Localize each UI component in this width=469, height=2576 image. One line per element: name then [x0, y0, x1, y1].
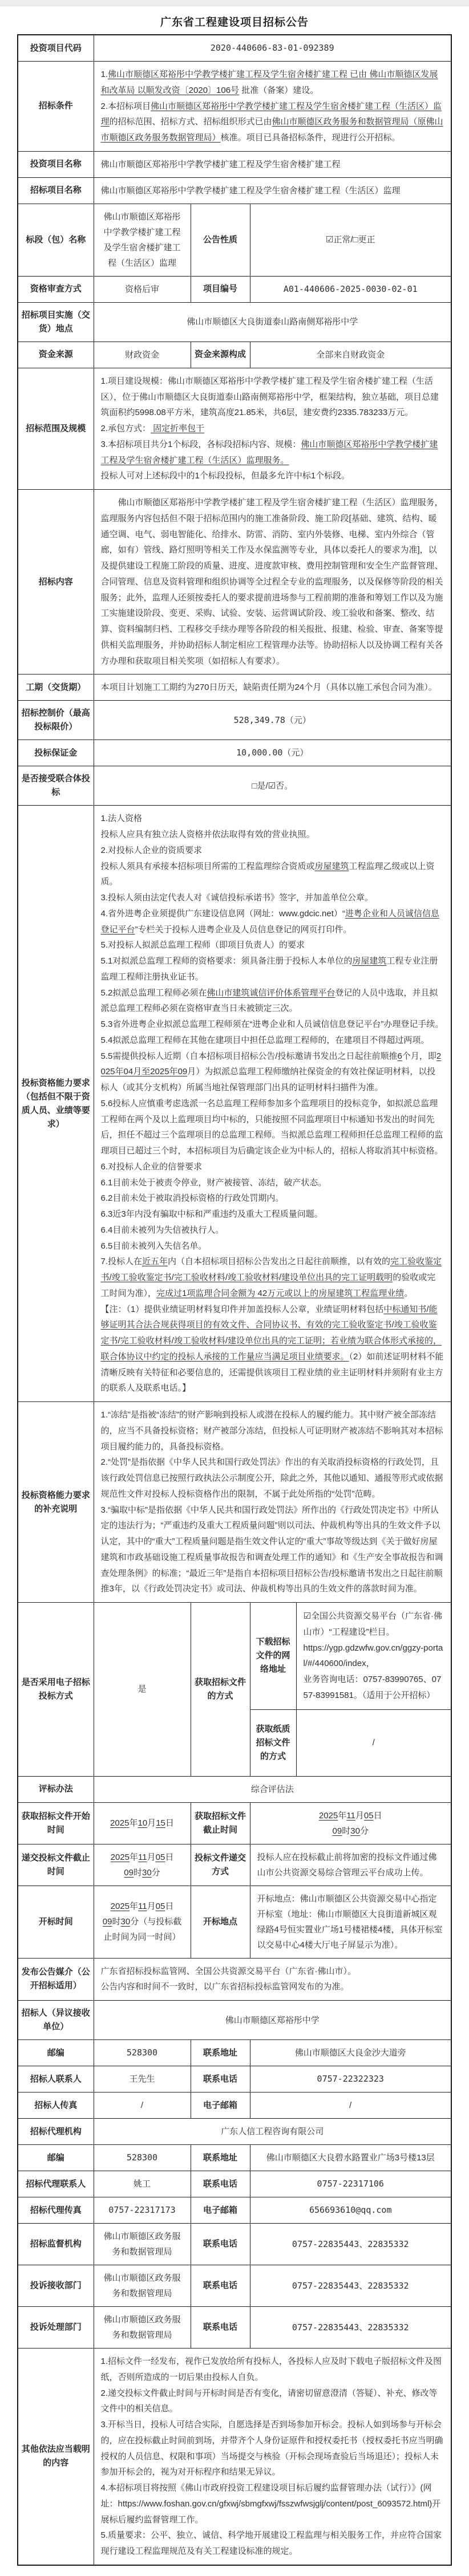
table-row [18, 2145, 451, 2171]
table-row [18, 342, 451, 368]
row-label: 资格审查方式 [18, 276, 94, 302]
table-row [18, 1402, 451, 1603]
table-row [18, 2119, 451, 2145]
row-label: 是否接受联合体投标 [18, 766, 94, 806]
paragraph: https://ygp.gdzwfw.gov.cn/ggzy-portal/#/440600/index， [303, 1643, 443, 1669]
paragraph: 佛山市顺德区郑裕彤中学教学楼扩建工程及学生宿舍楼扩建工程（生活区）监理服务，监理服务内容包括但不限于招标范围内的施工准备阶段、施工阶段[基础、建筑、结构、暖通空调、电气、弱电智能化、给排水、防雷、消防、室内外装修、电梯、室内外综合（管廊，如有）管线、路灯照明等相关工作及水保监测等专业，具体以委托人的要求为准]，以及提供建设工程施工阶段的质量、进度、进度款审核、费用控制管理和安全生产监督管理、合同管理、信息及资料管理和组织协调等全过程全专业的监理服务，以及保修等阶段的相关服务；此外，监理人还须按委托人的要求提前进场参与工程前期的准备和筹划工作以及为施工实施建设阶段、变更、采购、试验、安装、运营调试阶段、竣工验收和备案、整改、结算、资料编制归档、工程移交手续办理等各阶段的相关报批、报建、检验、审查、备案等提供相关监理服务，并协助招标人制定相应工程管理办法等。协助招标人以及协调工程有关各方办理和获取项目相关奖项（如招标人有要求）。 [100, 498, 443, 666]
row-value: 528300 [94, 2040, 191, 2066]
row-label: 发布公告媒介（公开招标适用） [18, 1958, 94, 2001]
announcement-table [17, 34, 452, 2566]
row-value: 佛山市顺德区郑裕彤中学教学楼扩建工程及学生宿舍楼扩建工程（生活区）监理 [94, 204, 191, 276]
row-label: 联系电话 [191, 2224, 250, 2265]
row-label: 招标人传真 [18, 2093, 94, 2119]
table-row [18, 1603, 451, 1710]
paragraph: 【注：（1）提供业绩证明材料复印件并加盖投标人公章，业绩证明材料包括中标通知书/能够证明其合法合规获得项目的有效文件、合同协议书、有效的完工验收鉴定书/竣工验收鉴定书/完工验收材料/竣工验收材料/建设单位出具的完工证明；若业绩为联合体形式承接的，联合体协议中约定的投标人承接的工作量应当满足项目业绩要求。（2）如前述证明材料不能清晰反映有关特征和必要信息的，还需提供该项目工程业绩的业主证明材料并须附有业主方的联系人及联系电话。】 [100, 1304, 444, 1393]
table-row [18, 151, 451, 177]
row-value: 0757-22317106 [250, 2171, 451, 2197]
paragraph: / [372, 1737, 375, 1748]
row-label: 邮编 [18, 2040, 94, 2066]
row-value: / [94, 2093, 191, 2119]
row-label: 获取招标文件的方式 [191, 1603, 250, 1777]
row-label: 评标办法 [18, 1776, 94, 1802]
table-row [18, 2197, 451, 2224]
paragraph: 5.3省外进粤企业拟派总监理工程师须在“进粤企业和人员诚信信息登记平台”办理登记手续。 [100, 1019, 444, 1029]
row-value: 2025年11月05日 09时30分 [94, 1844, 191, 1886]
row-value: 0757-22835443、22835332 [250, 2307, 451, 2349]
announcement-table-body [18, 35, 451, 2565]
paragraph: 2.承包方式： 固定折率包干 [100, 424, 205, 433]
paragraph: 1.项目建设规模：佛山市顺德区郑裕彤中学教学楼扩建工程及学生宿舍楼扩建工程（生活区），位于佛山市顺德区大良街道泰山路南侧郑裕彤中学，框架结构，独立基础，项目总建筑面积约5998.08平方米，建筑高度21.85米，共6层，建安费约2335.783233万元。 [100, 376, 439, 418]
row-label: 项目编号 [191, 276, 250, 302]
table-row [18, 490, 451, 675]
row-label: 电子邮箱 [191, 2197, 250, 2224]
row-value: A01-440606-2025-0030-02-01 [250, 276, 451, 302]
paragraph: 3.本招标项目共分1个标段，各标段招标内容、规模：佛山市顺德区郑裕彤中学教学楼扩建工程及学生宿舍楼扩建工程（生活区）监理服务。 [100, 439, 438, 465]
row-value [94, 2349, 451, 2565]
row-label: 资金来源 [18, 342, 94, 368]
paragraph: 5.5需提供投标人近期（自本招标项目招标公告/投标邀请书发出之日起往前顺推6个月，即2025年04月至2025年09月）为拟派总监理工程师缴纳社保资金的有效社保证明材料，以投标人（或其分支机构）所属当地社保管理部门出具的证明材料扫描件为准。 [100, 1051, 442, 1092]
paragraph: 6.1目前未处于被责令停业，财产被接管、冻结，破产状态。 [100, 1177, 327, 1188]
row-label: 电子邮箱 [191, 2093, 250, 2119]
row-value: □是/☑否。 [94, 766, 451, 806]
row-value: 2025年11月05日 09时30分 [250, 1802, 451, 1844]
row-label: 联系电话 [191, 2066, 250, 2093]
paragraph: 1.“冻结”是指被“冻结”的财产影响到投标人或潜在投标人的履约能力。其中财产被全部冻结的，应当不具备投标资格；财产被部分冻结，但投标人可证明财产被冻结不影响其对本招标项目履约能力的，具备投标资格。 [100, 1410, 443, 1452]
paragraph: 6.对投标人企业的信誉要求 [100, 1161, 203, 1172]
row-value: 0757-22835443、22835332 [250, 2224, 451, 2265]
row-label: 投资项目代码 [18, 35, 94, 62]
paragraph: 6.3近3年内没有骗取中标和严重违约及重大工程质量问题。 [100, 1209, 323, 1219]
row-label: 投诉处理部门 [18, 2307, 94, 2349]
row-value [94, 62, 451, 152]
row-label: 投标文件递交方式 [191, 1844, 250, 1886]
paragraph: 5.6投标人应慎重考虑选派一名总监理工程师参加多个监理项目的投标竞争，如拟派总监理工程师在两个及以上监理项目均中标的，只能按照不同监理项目中标通知书发出的时间先后，担任不超过三个监理项目的总监理工程师。当拟派总监理工程师担任总监理工程师的监理项目已超过三个时，本招标项目为后确定该企业为中标人的，招标人将取消其中标资格。 [100, 1098, 443, 1156]
row-label: 招标人联系人 [18, 2066, 94, 2093]
row-value [94, 1402, 451, 1603]
row-label: 开标地点 [191, 1886, 250, 1958]
row-value: 2025年11月05日 09时30分（与投标截止时间为同一时间） [94, 1886, 191, 1958]
row-value [94, 1958, 451, 2001]
row-subvalue [297, 1603, 451, 1709]
row-label: 投标资格能力要求的补充说明 [18, 1402, 94, 1603]
row-label: 联系地址 [191, 2145, 250, 2171]
row-value: 投标人应在投标截止前将加密的投标文件通过佛山市公共资源交易综合管理云平台成功上传。 [250, 1844, 451, 1886]
paragraph: 1.招标文件一经发布，视作已发放给所有投标人，各投标人应及时下载电子版招标文件及图纸，否则所造成的一切后果由投标人自负。 [100, 2356, 442, 2382]
paragraph: 3.“骗取中标”是指依据《中华人民共和国行政处罚法》所作出的《行政处罚决定书》中所认定的违法行为；“严重违约及重大工程质量问题”则以司法、仲裁机构等出具的生效文件予以认定，其中的“重大”工程质量问题是指生效文件认定的“重大”事故等级达到《关于做好房屋建筑和市政基础设施工程质量事故报告和调查处理工作的通知》和《生产安全事故报告和调查处理条例》的标准；“最近三年”是指自本招标项目招标公告/投标邀请书发出之日起往前顺推3年，以《行政处罚决定书》或司法、仲裁机构等出具的生效文件的落款时间为准。 [100, 1505, 443, 1594]
table-row [18, 2349, 451, 2565]
row-value: 资格后审 [94, 276, 191, 302]
row-label: 招标代理机构 [18, 2119, 94, 2145]
paragraph: 1.法人资格 [100, 814, 143, 824]
row-value [94, 490, 451, 675]
row-label: 其他依法应当载明的内容 [18, 2349, 94, 2565]
row-label: 联系电话 [191, 2307, 250, 2349]
table-row [18, 2066, 451, 2093]
table-row [18, 177, 451, 204]
row-value: 佛山市顺德区政务服务和数据管理局 [94, 2224, 191, 2265]
row-label: 联系地址 [191, 2040, 250, 2066]
row-label: 招标内容 [18, 490, 94, 675]
subcell-wrap [250, 1603, 451, 1709]
table-row [18, 766, 451, 806]
row-value: 佛山市顺德区郑裕彤中学教学楼扩建工程及学生宿舍楼扩建工程（生活区）监理 [94, 177, 451, 204]
paragraph: 业务咨询电话：0757-83990765、0757-83991581。（适用于公开招标） [303, 1675, 442, 1700]
row-value: 佛山市顺德区大良街道泰山路南侧郑裕彤中学 [94, 302, 451, 342]
paragraph: 2.对投标人企业的资质要求 [100, 845, 203, 855]
table-row [18, 806, 451, 1402]
row-label: 递交投标文件截止时间 [18, 1844, 94, 1886]
table-row [18, 675, 451, 701]
subcell-wrap [250, 1710, 451, 1776]
paragraph: 7.投标人在近五年内（自本招标项目招标公告发出之日起往前顺推，以有效的完工验收鉴定书/竣工验收鉴定书/完工验收材料/竣工验收材料/建设单位出具的完工证明载明的验收或完工时间为准），完成过1项监理合同金额为 42万元或以上的房屋建筑工程监理业绩。 [100, 1257, 442, 1298]
row-label: 联系电话 [191, 2265, 250, 2307]
row-value: 佛山市顺德区郑裕彤中学教学楼扩建工程及学生宿舍楼扩建工程 [94, 151, 451, 177]
row-value: 佛山市顺德区大良碧水路置业广场3号楼13层 [250, 2145, 451, 2171]
paragraph: 6.5目前未被列入失信名单。 [100, 1241, 207, 1251]
row-label: 招标控制价（最高投标限价） [18, 701, 94, 740]
table-row [18, 1844, 451, 1886]
paragraph: 5.1对拟派总监理工程师的资格要求：须具备注册于投标人本单位的房屋建筑工程专业注册监理工程师注册执业证书。 [100, 956, 438, 982]
paragraph: 2.递交投标文件截止时间与开标时间是否有变化，请密切留意澄清（答疑）、补充、修改等文件中的相关信息。 [100, 2388, 438, 2414]
row-label: 联系电话 [191, 2171, 250, 2197]
row-value: 10,000.00（元） [94, 740, 451, 766]
row-subcell [250, 1709, 451, 1776]
table-row [18, 35, 451, 62]
row-label: 获取招标文件截止时间 [191, 1802, 250, 1844]
paragraph: 5.对投标人拟派总监理工程师（即项目负责人）的要求 [100, 940, 305, 950]
row-value: 全部来自财政资金 [250, 342, 451, 368]
table-row [18, 2040, 451, 2066]
row-label: 招标代理传真 [18, 2197, 94, 2224]
row-value: 姚工 [94, 2171, 191, 2197]
table-row [18, 1776, 451, 1802]
paragraph: 5.4拟派总监理工程师在其他在建项目中担任总监理工程师的，在建项目不得超过两项。 [100, 1035, 430, 1045]
row-value: 528,349.78（元） [94, 701, 451, 740]
row-label: 工期（交货期） [18, 675, 94, 701]
row-value: 0757-22835443、22835332 [250, 2265, 451, 2307]
paragraph: ☑全国公共资源交易平台（广东省·佛山市）“工程建设”栏目。 [303, 1611, 442, 1637]
paragraph: 4.省外进粤企业须提供广东建设信息网（网址：www.gdcic.net）“进粤企业和人员诚信信息登记平台”专栏关于投标人进粤企业及人员信息登记的网页打印件。 [100, 908, 439, 934]
row-value: 0757-22322323 [250, 2066, 451, 2093]
row-value: 656693610@qq.com [250, 2197, 451, 2224]
table-row [18, 2307, 451, 2349]
table-row [18, 368, 451, 489]
table-row [18, 2093, 451, 2119]
row-label: 公告性质 [191, 204, 250, 276]
row-label: 标段（包）名称 [18, 204, 94, 276]
paragraph: 4.本招标项目将按照《佛山市政府投资工程建设项目标后履约监督管理办法（试行）》(网址：https://www.foshan.gov.cn/gfxwj/sbmgfxwj/fsszwfwsjglj/content/post_6093572.html)开展标后履约监督管理工作。 [100, 2483, 441, 2525]
row-value: 王先生 [94, 2066, 191, 2093]
row-label: 开标时间 [18, 1886, 94, 1958]
page-title: 广东省工程建设项目招标公告 [160, 17, 309, 29]
paragraph: 3.投标人须由法定代表人对《诚信投标承诺书》签字，并加盖单位公章。 [100, 893, 374, 903]
table-row [18, 2224, 451, 2265]
row-value: 是 [94, 1603, 191, 1777]
table-row [18, 701, 451, 740]
paragraph: 5.2拟派总监理工程师必须在佛山市建筑诚信评价体系管理平台登记的人员中选取，并且拟派总监理工程师必须在资格审查当日未被锁定三次。 [100, 988, 438, 1014]
row-label: 投诉接收部门 [18, 2265, 94, 2307]
row-label: 招标监督机构 [18, 2224, 94, 2265]
table-row [18, 302, 451, 342]
row-label: 招标代理联系人 [18, 2171, 94, 2197]
row-label: 招标项目名称 [18, 177, 94, 204]
table-row [18, 62, 451, 152]
row-value: 2020-440606-83-01-092389 [94, 35, 451, 62]
row-value: 本项目计划施工工期约为270日历天，缺陷责任期为24个月（具体以施工承包合同为准）。 [94, 675, 451, 701]
row-sublabel: 获取纸质招标文件的方式 [250, 1710, 297, 1776]
row-subvalue [297, 1710, 451, 1776]
row-sublabel: 下载招标文件的网络地址 [250, 1603, 297, 1709]
paragraph: 投标人应具有独立法人资格并依法取得有效的营业执照。 [100, 830, 315, 839]
paragraph: 2.本招标项目佛山市顺德区郑裕彤中学教学楼扩建工程及学生宿舍楼扩建工程（生活区）监理的招标范围、招标方式、招标组织形式已由佛山市顺德区政务服务和数据管理局（原佛山市顺德区政务服务数据管理局）核准。项目已具备招标条件，现进行公开招标。 [100, 101, 443, 143]
row-value: 0757-22317173 [94, 2197, 191, 2224]
row-subcell [250, 1603, 451, 1710]
row-value: ☑正常/□更正 [250, 204, 451, 276]
row-label: 是否采用电子招标投标方式 [18, 1603, 94, 1777]
paragraph: 5.质量要求：公平、独立、诚信、科学地开展建设工程监理与相关服务工作，并应符合国家现行建设工程监理规范及有关工程建设标准的规定。 [100, 2530, 442, 2556]
paragraph: 6.2目前未处于被取消投标资格的行政处罚期内。 [100, 1193, 284, 1204]
row-value: 佛山市顺德区大良金沙大道旁 [250, 2040, 451, 2066]
top-bar [0, 0, 469, 6]
row-value: 佛山市顺德区政务服务和数据管理局 [94, 2307, 191, 2349]
row-label: 邮编 [18, 2145, 94, 2171]
row-label: 资金来源构成 [191, 342, 250, 368]
table-row [18, 2171, 451, 2197]
paragraph: 公告内容和时间不一致时，以广东省招标投标监管网发布的为准。 [100, 1982, 349, 1992]
row-value: 财政资金 [94, 342, 191, 368]
row-label: 招标范围及规模 [18, 368, 94, 489]
row-label: 招标条件 [18, 62, 94, 152]
paragraph: 3.开标当日，投标人可结合实际，自愿选择是否到场参加开标会。投标人如到场参与开标会的，应在投标截止时间前到场，并带齐个人身份证原件和授权委托书（授权委托书应当明确授权的人员信息、权限和事项）当场提交与核验（开标会现场查验后当场退还）；投标人未参加开标会的，视为对开标程序和结果无异议。 [100, 2420, 443, 2477]
paragraph: 投标人可对上述标段中的1个标段投标，但最多允许中标1个标段。 [100, 471, 350, 481]
row-value: 佛山市顺德区政务服务和数据管理局 [94, 2265, 191, 2307]
row-label: 获取招标文件开始时间 [18, 1802, 94, 1844]
row-value: 佛山市顺德区郑裕彤中学 [94, 2001, 451, 2040]
table-row [18, 204, 451, 276]
row-value [94, 368, 451, 489]
row-label: 招标项目实施（交货）地点 [18, 302, 94, 342]
paragraph: 广东省招标投标监管网、全国公共资源交易平台（广东省·佛山市）。 [100, 1966, 356, 1976]
row-label: 招标人（异议接收单位） [18, 2001, 94, 2040]
row-value: / [250, 2093, 451, 2119]
row-label: 投资项目名称 [18, 151, 94, 177]
paragraph: 1.佛山市顺德区郑裕彤中学教学楼扩建工程及学生宿舍楼扩建工程 已由 佛山市顺德区发展和改革局 以顺发改资〔2020〕106号 批准（备案）建设。 [100, 70, 438, 95]
table-row [18, 1886, 451, 1958]
row-value: 528300 [94, 2145, 191, 2171]
row-value: 综合评估法 [94, 1776, 451, 1802]
table-row [18, 740, 451, 766]
row-value: 广东人信工程咨询有限公司 [94, 2119, 451, 2145]
paragraph: 投标人须具有承接本招标项目所需的工程监理综合资质或房屋建筑工程监理乙级或以上资质。 [100, 861, 435, 887]
row-label: 投标资格能力要求（包括但不限于资质人员、业绩等要求） [18, 806, 94, 1402]
paragraph: 6.4目前未被列为失信被执行人。 [100, 1225, 224, 1235]
table-row [18, 1958, 451, 2001]
paragraph: 2.“处罚”是指依据《中华人民共和国行政处罚法》作出的有关取消投标资格的行政处罚，且该行政处罚信息已按照行政执法公示制度公开，除此之外，其他以通知、通报等形式或依据规范性文件对投标人投标资格作出的限制，不属于此处所指的“处罚”范畴。 [100, 1457, 443, 1499]
row-value: 2025年10月15日 [94, 1802, 191, 1844]
table-row [18, 2001, 451, 2040]
row-label: 投标保证金 [18, 740, 94, 766]
table-row [18, 1802, 451, 1844]
table-row [18, 276, 451, 302]
table-row [18, 2265, 451, 2307]
row-value [94, 806, 451, 1402]
row-value: 开标地点：佛山市顺德区公共资源交易中心指定开标室（地址：佛山市顺德区大良街道新城区观绿路4号恒实置业广场1号楼裙楼4楼，具体开标室以交易中心4楼大厅电子屏显示为准）。 [250, 1886, 451, 1958]
